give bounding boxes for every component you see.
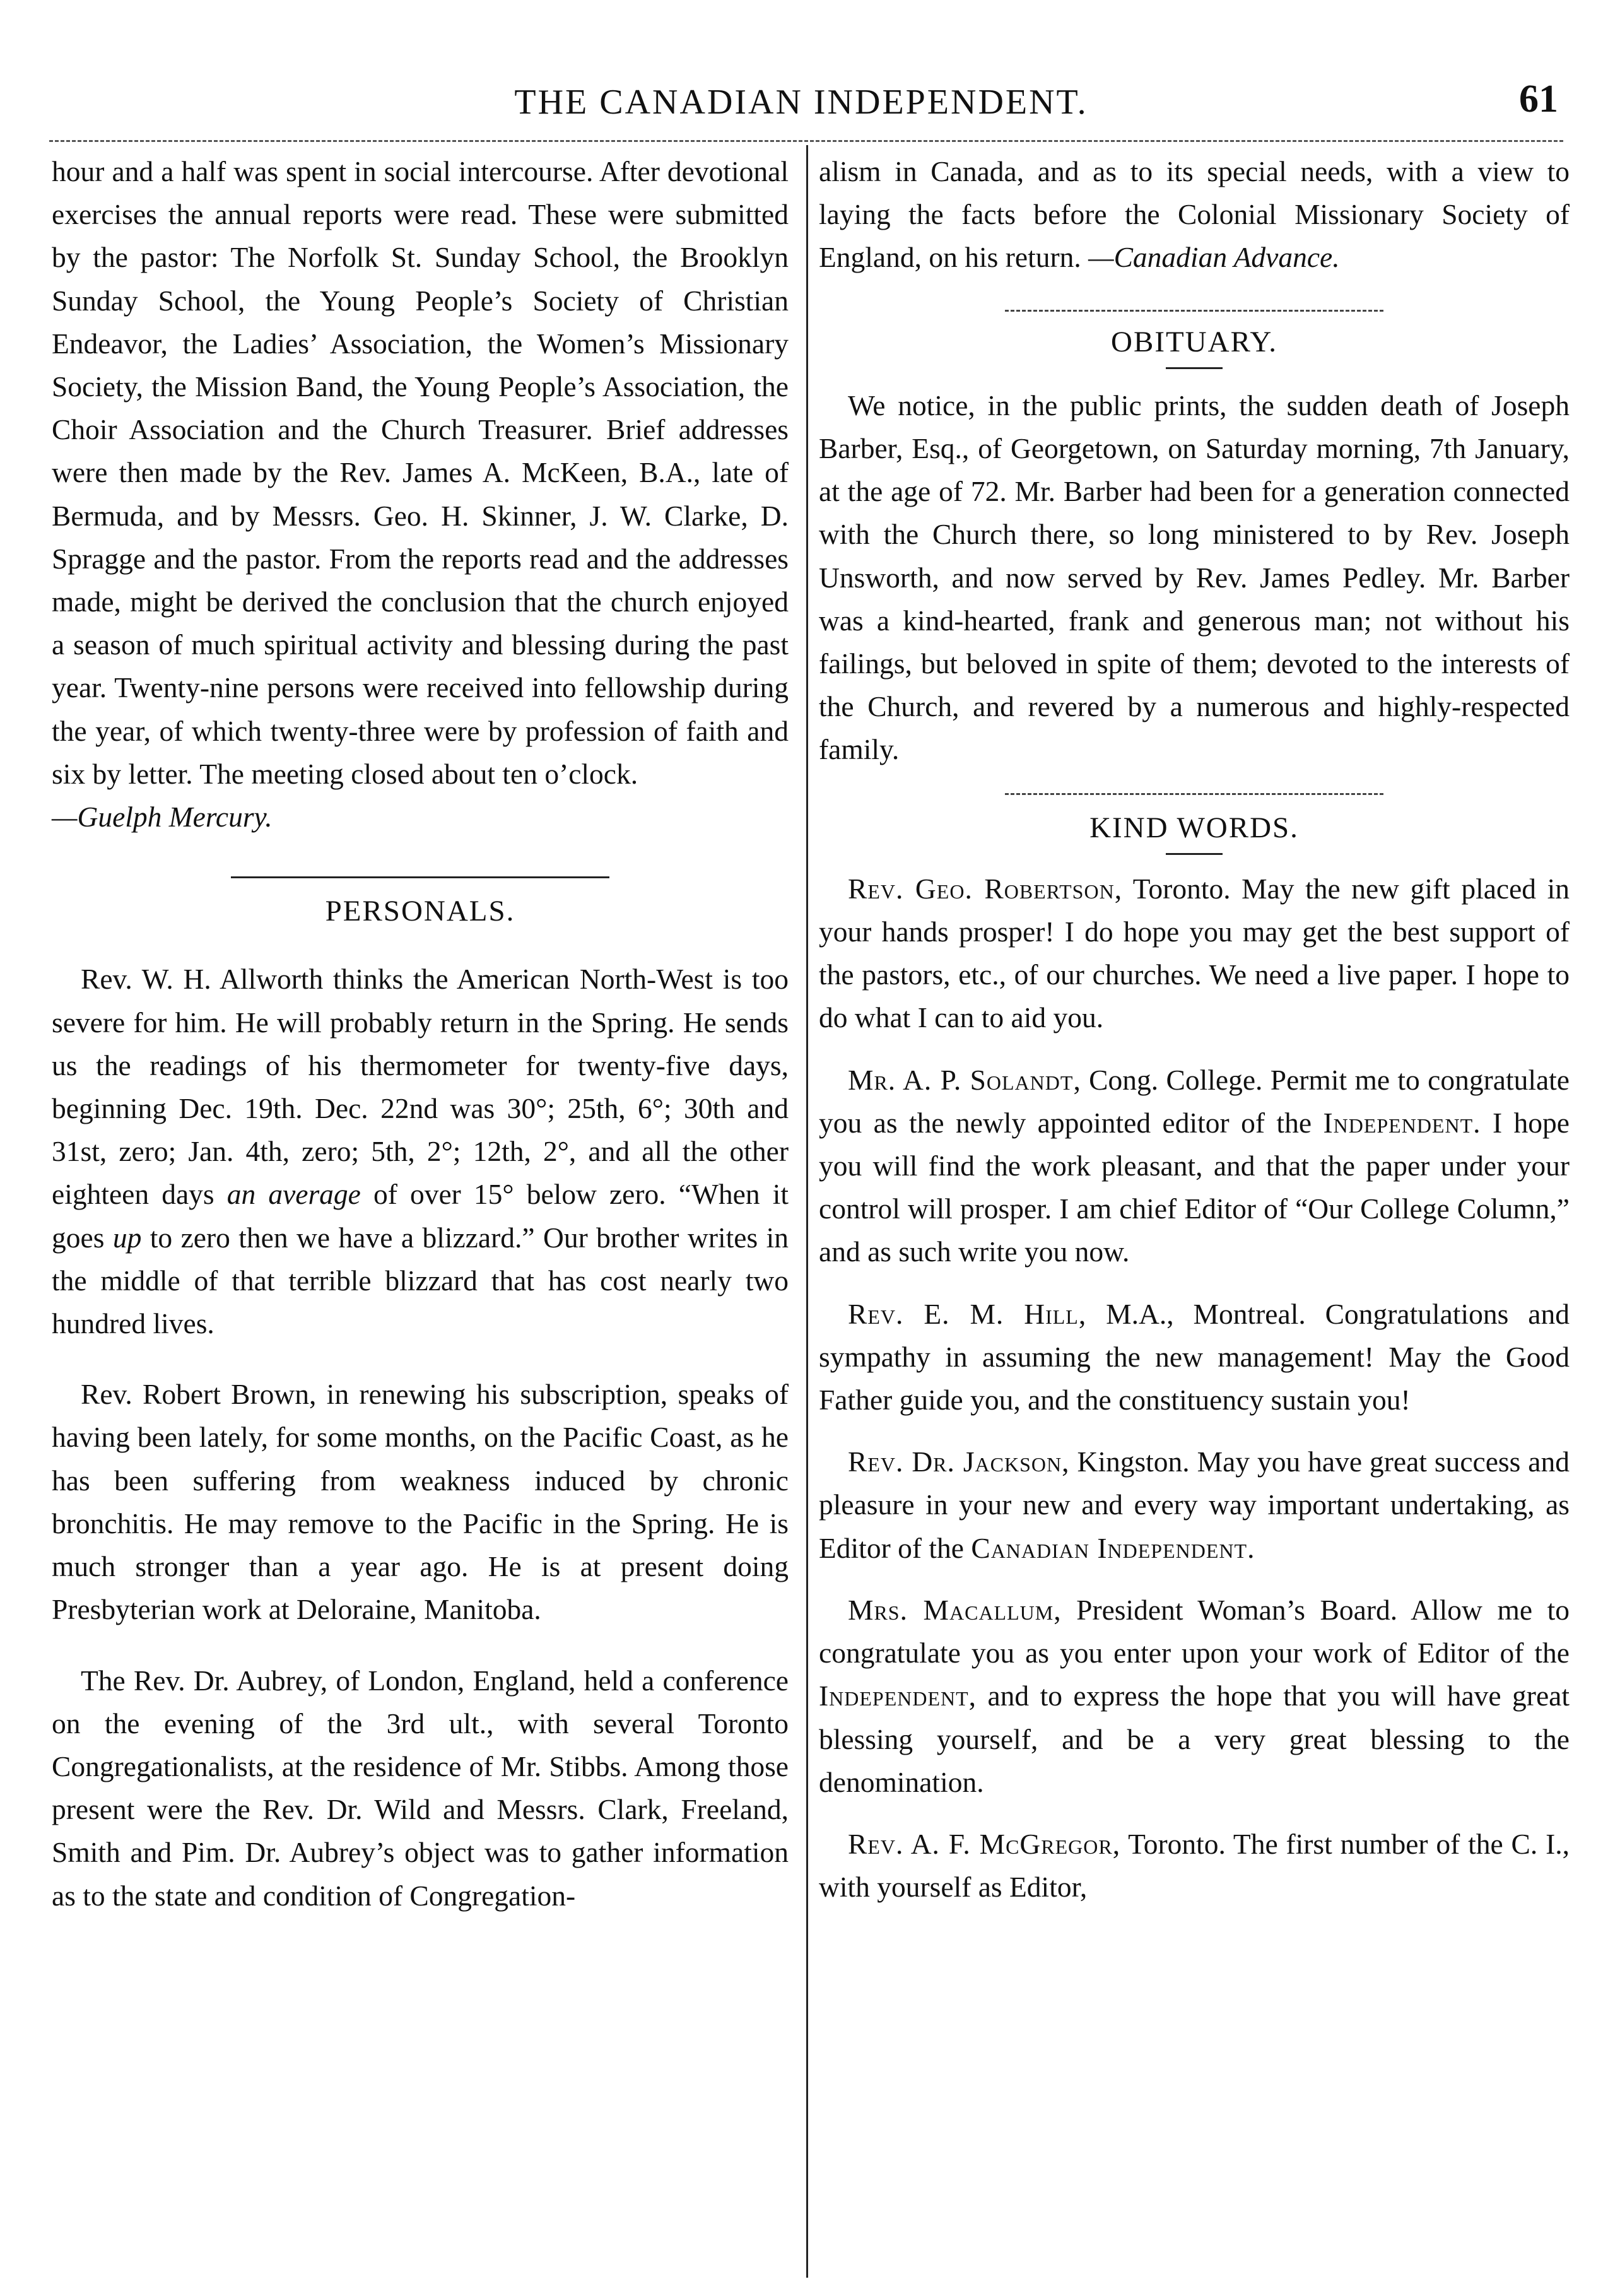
personal-item-aubrey: The Rev. Dr. Aubrey, of London, England, held a conference on the evening of the 3rd ult., with several Toronto Congregationalists, at the residence of Mr. Stibbs. Among those present were the Rev. Dr. Wild and Messrs. Clark, Freeland, Smith and Pim. Dr. Aubrey’s object was to gather information as to the state and condition of Congregation- xyxy=(52,1664,789,1912)
kind-word-entry xyxy=(819,1293,1570,1422)
running-title: THE CANADIAN INDEPENDENT. xyxy=(514,83,1088,122)
kind-word-text: I hope you will find the work pleasant, and that the paper under your control will prosper. I am chief Editor of “Our College Column,” and as such write you now. xyxy=(819,1106,1570,1268)
left-column xyxy=(52,150,789,1945)
kind-word-text: M.A., Montreal. Congratulations and sympathy in assuming the new management! May the Good Father guide you, and the constituency sustain you! xyxy=(819,1297,1570,1416)
article-source: —Canadian Advance. xyxy=(1088,241,1340,274)
personal-item-brown: Rev. Robert Brown, in renewing his subscription, speaks of having been lately, for some months, on the Pacific Coast, as he has been suffering from weakness induced by chronic bronchitis. He may remove to the Pacific in the Spring. He is much stronger than a year ago. He is at present doing Presbyterian work at Deloraine, Manitoba. xyxy=(52,1378,789,1626)
header-rule xyxy=(49,140,1563,142)
section-heading-personals: PERSONALS. xyxy=(325,895,515,928)
kind-word-entry xyxy=(819,1059,1570,1274)
section-rule xyxy=(1005,793,1383,795)
column-divider xyxy=(806,145,808,2278)
kind-word-author: Mrs. Macallum, xyxy=(848,1593,1062,1626)
kind-word-author: Rev. Dr. Jackson, xyxy=(848,1445,1070,1478)
kind-word-entry xyxy=(819,868,1570,1040)
personal-item-allworth xyxy=(52,958,789,1345)
personal-text: of over 15° below zero. “When it goes xyxy=(52,1178,789,1254)
continued-article xyxy=(819,150,1570,280)
kind-word-entry xyxy=(819,1823,1570,1909)
kind-word-author: Rev. A. F. McGregor, xyxy=(848,1827,1121,1860)
page-number: 61 xyxy=(1519,78,1558,121)
emphasis-text: up xyxy=(112,1221,142,1254)
kind-word-publication: Canadian Independent. xyxy=(971,1531,1255,1564)
kind-word-text: Cong. College. Permit me to congratulate you as the newly appointed editor of the xyxy=(819,1063,1570,1139)
heading-underline xyxy=(1166,853,1223,855)
kind-word-entry xyxy=(819,1440,1570,1570)
section-heading-kind-words: KIND WORDS. xyxy=(1089,811,1299,844)
kind-word-entry xyxy=(819,1589,1570,1804)
kind-word-text: President Woman’s Board. Allow me to congratulate you as you enter upon your work of Editor of the xyxy=(819,1593,1570,1669)
section-rule xyxy=(1005,310,1383,312)
obituary-text: We notice, in the public prints, the sudden death of Joseph Barber, Esq., of Georgetown, on Saturday morning, 7th January, at the age of 72. Mr. Barber had been for a generation connected with the Church there, so long ministered to by Rev. Joseph Unsworth, and now served by Rev. James Pedley. Mr. Barber was a kind-hearted, frank and generous man; not without his failings, but beloved in spite of them; devoted to the interests of the Church, and revered by a numerous and highly-respected family. xyxy=(819,389,1570,766)
kind-word-text: Kingston. May you have great success and pleasure in your new and every way important undertaking, as Editor of the xyxy=(819,1445,1570,1564)
kind-word-author: Mr. A. P. Solandt, xyxy=(848,1063,1081,1096)
kind-word-author: Rev. Geo. Robertson, xyxy=(848,872,1123,905)
kind-word-publication: Independent. xyxy=(1323,1106,1481,1139)
heading-underline xyxy=(1166,367,1223,369)
right-column xyxy=(819,150,1570,1909)
kind-word-author: Rev. E. M. Hill, xyxy=(848,1297,1087,1330)
continued-article xyxy=(52,150,789,839)
personal-text: to zero then we have a blizzard.” Our brother writes in the middle of that terrible blizzard that has cost nearly two hundred lives. xyxy=(52,1221,789,1340)
kind-word-text: Toronto. May the new gift placed in your hands prosper! I do hope you may get the best support of the pastors, etc., of our churches. We need a live paper. I hope to do what I can to aid you. xyxy=(819,872,1570,1034)
kind-word-text: and to express the hope that you will have great blessing yourself, and be a very great blessing to the denomination. xyxy=(819,1680,1570,1798)
continued-article-text: hour and a half was spent in social intercourse. After devotional exercises the annual reports were read. These were submitted by the pastor: The Norfolk St. Sunday School, the Brooklyn Sunday School, the Young People’s Society of Christian Endeavor, the Ladies’ Association, the Women’s Missionary Society, the Mission Band, the Young People’s Association, the Choir Association and the Church Treasurer. Brief addresses were then made by the Rev. James A. McKeen, B.A., late of Bermuda, and by Messrs. Geo. H. Skinner, J. W. Clarke, D. Spragge and the pastor. From the reports read and the addresses made, might be derived the conclusion that the church enjoyed a season of much spiritual activity and blessing during the past year. Twenty-nine persons were received into fellowship during the year, of which twenty-three were by profession of faith and six by letter. The meeting closed about ten o’clock. xyxy=(52,155,789,790)
emphasis-text: an average xyxy=(226,1178,361,1211)
kind-word-publication: Independent, xyxy=(819,1680,977,1712)
article-source: —Guelph Mercury. xyxy=(52,801,273,833)
section-rule xyxy=(231,876,609,878)
section-heading-obituary: OBITUARY. xyxy=(1111,325,1277,358)
page-header xyxy=(44,71,1558,140)
continued-article-text: alism in Canada, and as to its special needs, with a view to laying the facts before the Colonial Missionary Society of England, on his return. xyxy=(819,155,1570,274)
personal-text: Rev. W. H. Allworth thinks the American North-West is too severe for him. He will probably return in the Spring. He sends us the readings of his thermometer for twenty-five days, beginning Dec. 19th. Dec. 22nd was 30°; 25th, 6°; 30th and 31st, zero; Jan. 4th, zero; 5th, 2°; 12th, 2°, and all the other eighteen days xyxy=(52,963,789,1211)
kind-word-text: Toronto. The first number of the C. I., with yourself as Editor, xyxy=(819,1827,1570,1904)
